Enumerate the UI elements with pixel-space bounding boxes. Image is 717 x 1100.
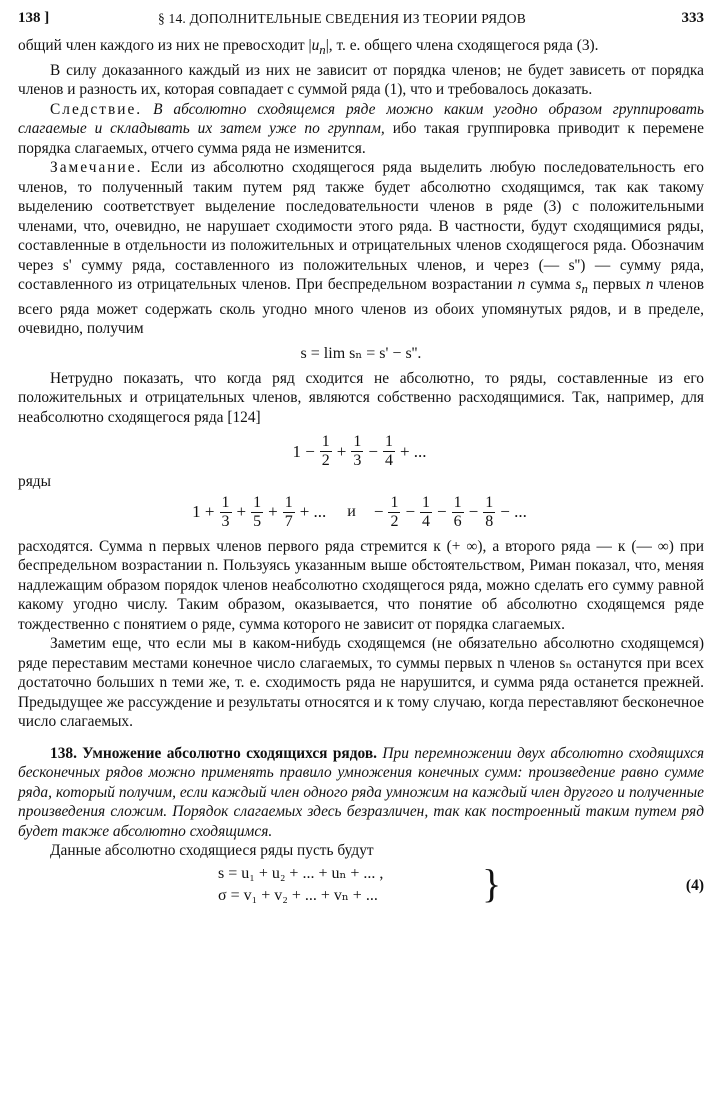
fraction-term: $\frac{1}{3}$ [353,433,362,470]
fraction-term: $\frac{1}{2}$ [321,433,330,470]
series-positive-negative [18,494,704,531]
paragraph-1: общий член каждого из них не превосходит $|u_n|$, т. е. общего члена сходящегося ряда (3). [18,37,599,58]
fraction-term: $\frac{1}{2}$ [390,493,399,530]
series-operator: + ... [299,502,327,522]
series-alternating [18,433,704,470]
book-page [18,10,704,913]
page-number: 333 [681,10,704,26]
series-operator: − [437,502,447,522]
header-title: § 14. ДОПОЛНИТЕЛЬНЫЕ СВЕДЕНИЯ ИЗ ТЕОРИИ РЯДОВ [158,11,526,26]
series-lead: 1 + [192,502,215,522]
paragraph-9: Данные абсолютно сходящиеся ряды пусть будут [50,842,374,860]
equation-tag: (4) [685,876,704,894]
fraction-term: $\frac{1}{4}$ [422,493,431,530]
corollary-label: Следствие. [50,100,143,118]
series-lead: − [373,502,384,522]
paragraph-6: расходятся. Сумма n первых членов первого ряда стремится к (+ ∞), а второго ряда — к (— ∞) при беспредельном возрастании n. Пользуясь указанным выше обстоятельством, Риман показал, что, меняя надлежащим образом порядок членов неабсолютно сходящегося ряда, можно сделать его сумму равной какому угодно числу. Таким образом, оказывается, что понятие об абсолютно сходящемся ряде тождественно с понятием о ряде, сумма которого не зависит от порядка слагаемых. [18,537,704,633]
series-operator: − [468,502,479,522]
corollary-paragraph: Следствие. В абсолютно сходящемся ряде можно каким угодно образом группировать слагаемые и складывать их затем уже по группам, ибо такая группировка приводит к перемене порядка слагаемых, отчего сумма ряда не изменится. [18,100,704,157]
fraction-term: $\frac{1}{6}$ [453,493,462,530]
series-operator: + [236,502,247,522]
section-138-paragraph: 138. Умножение абсолютно сходящихся рядов. При перемножении двух абсолютно сходящихся бесконечных рядов можно применять правило умножения конечных сумм: произведение равно сумме ряда, который получим, если каждый член одного ряда умножим на каждый член другого и полученные произведения сложим. Порядок слагаемых здесь безразличен, так как построенный таким путем ряд будет также абсолютно сходящимся. [18,744,704,840]
series-operator: + ... [399,441,427,461]
paragraph-5: Нетрудно показать, что когда ряд сходится не абсолютно, то ряды, составленные из его положительных и отрицательных членов, являются собственно расходящимися. Так, например, для неабсолютно сходящегося ряда [124] [18,369,704,426]
paragraph-2: В силу доказанного каждый из них не зависит от порядка членов; не будет зависеть от порядка членов и разность их, которая совпадает с суммой ряда (1), что и требовалось доказать. [18,61,704,99]
section-heading: 138. Умножение абсолютно сходящихся рядов. [50,744,378,762]
system-brace: } [482,860,502,906]
running-header [18,10,704,36]
remark-label: Замечание. [50,159,143,177]
rows-word: ряды [18,473,51,491]
system-line-1: s = u₁ + u₂ + ... + uₙ + ... , [218,864,384,882]
series-operator: + [268,502,278,522]
equation-limit: s = lim sₙ = s' − s''. [300,344,422,362]
fraction-term: $\frac{1}{3}$ [221,493,230,530]
series-operator: − [368,441,378,461]
remark-paragraph: Замечание. Если из абсолютно сходящегося ряда выделить любую последовательность его членов, то полученный таким путем ряд также будет абсолютно сходящимся, так как такому выделению соответствует выделение последовательности членов в ряде (3) с положительными членами, что, очевидно, не нарушает сходимости этого ряда. В частности, будут сходящимися ряды, составленные в отдельности из положительных и отрицательных членов сходящегося ряда. Обозначим через s' сумму ряда, составленного из положительных членов, и через (— s'') — сумму ряда, составленного из отрицательных членов. При беспредельном возрастании n сумма $s_n$ первых n членов всего ряда может содержать сколь угодно много членов из обоих упомянутых рядов, и в пределе, очевидно, получим [18,159,705,338]
fraction-term: $\frac{1}{8}$ [485,493,494,530]
series-operator: − ... [500,502,527,522]
paragraph-7: Заметим еще, что если мы в каком-нибудь сходящемся (не обязательно абсолютно сходящемся) ряде переставим местами конечное число слагаемых, то суммы первых n членов sₙ останутся при всех достаточно больших n теми же, т. е. сходимость ряда не нарушится, и сумма ряда останется прежней. Предыдущее же рассуждение и результаты относятся и к тому случаю, когда переставляют бесконечное число слагаемых. [18,635,704,731]
fraction-term: $\frac{1}{5}$ [253,493,262,530]
fraction-term: $\frac{1}{4}$ [384,433,393,470]
fraction-term: $\frac{1}{7}$ [284,493,293,530]
series-operator: − [405,502,416,522]
series-lead: 1 − [292,441,315,461]
series-operator: + [336,441,347,461]
section-ref: 138 ] [18,10,50,26]
series-system [18,860,704,913]
conjunction: и [347,503,356,521]
system-line-2: σ = v₁ + v₂ + ... + vₙ + ... [218,886,378,904]
